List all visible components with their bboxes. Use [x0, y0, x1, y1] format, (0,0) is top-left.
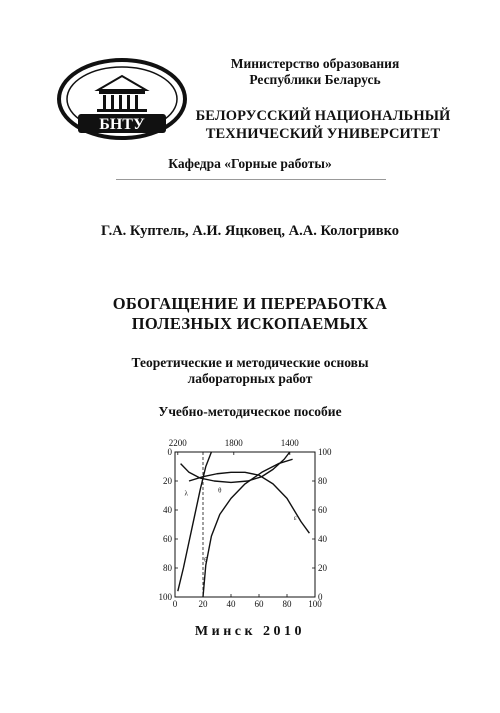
ministry-line-2: Республики Беларусь — [249, 72, 381, 87]
authors: Г.А. Куптель, А.И. Яцковец, А.А. Кологривко — [101, 223, 399, 239]
y2-tick-label: 0 — [318, 592, 323, 602]
y-tick-label: 0 — [167, 447, 172, 457]
subtitle-line-2: лабораторных работ — [187, 371, 313, 386]
university-line-2: ТЕХНИЧЕСКИЙ УНИВЕРСИТЕТ — [205, 126, 441, 142]
x-tick-label: 40 — [226, 599, 236, 609]
series-label-3: θ — [204, 556, 208, 565]
divider — [116, 179, 386, 180]
x-tick-label: 80 — [282, 599, 292, 609]
title-line-2: ПОЛЕЗНЫХ ИСКОПАЕМЫХ — [131, 314, 369, 333]
cover-chart — [150, 430, 340, 615]
bntu-logo — [56, 57, 188, 142]
y2-tick-label: 80 — [318, 476, 327, 486]
series-line-1 — [178, 452, 212, 591]
department: Кафедра «Горные работы» — [168, 156, 332, 171]
university-line-1: БЕЛОРУССКИЙ НАЦИОНАЛЬНЫЙ — [195, 108, 451, 124]
top-tick-label: 2200 — [168, 438, 187, 448]
x-tick-label: 0 — [172, 599, 178, 609]
y-tick-label: 20 — [163, 476, 172, 486]
city-year: Минск 2010 — [194, 624, 306, 639]
ministry-block — [210, 56, 420, 88]
y-tick-label: 40 — [163, 505, 172, 515]
y-tick-label: 100 — [158, 592, 172, 602]
y-tick-label: 80 — [163, 563, 172, 573]
top-tick-label: 1800 — [224, 438, 243, 448]
y2-tick-label: 60 — [318, 505, 327, 515]
logo-text: БНТУ — [99, 116, 145, 133]
x-tick-label: 100 — [308, 599, 322, 609]
ministry-line-1: Министерство образования — [230, 56, 400, 71]
y2-tick-label: 100 — [318, 447, 332, 457]
series-label-1: λ — [184, 489, 188, 498]
book-title — [30, 294, 470, 334]
university-name — [172, 107, 474, 143]
plot-frame — [175, 452, 315, 597]
subtitle — [60, 355, 440, 387]
series-line-2 — [203, 459, 293, 597]
subtitle-line-1: Теоретические и методические основы — [131, 355, 369, 370]
y2-tick-label: 20 — [318, 563, 327, 573]
y-tick-label: 60 — [163, 534, 172, 544]
title-line-1: ОБОГАЩЕНИЕ И ПЕРЕРАБОТКА — [112, 294, 388, 313]
y2-tick-label: 40 — [318, 534, 327, 544]
document-type: Учебно-методическое пособие — [158, 404, 342, 419]
top-tick-label: 1400 — [280, 438, 299, 448]
x-tick-label: 60 — [254, 599, 264, 609]
x-tick-label: 20 — [198, 599, 208, 609]
series-label-2: θ — [218, 486, 222, 495]
series-label-4: ε — [293, 514, 297, 523]
